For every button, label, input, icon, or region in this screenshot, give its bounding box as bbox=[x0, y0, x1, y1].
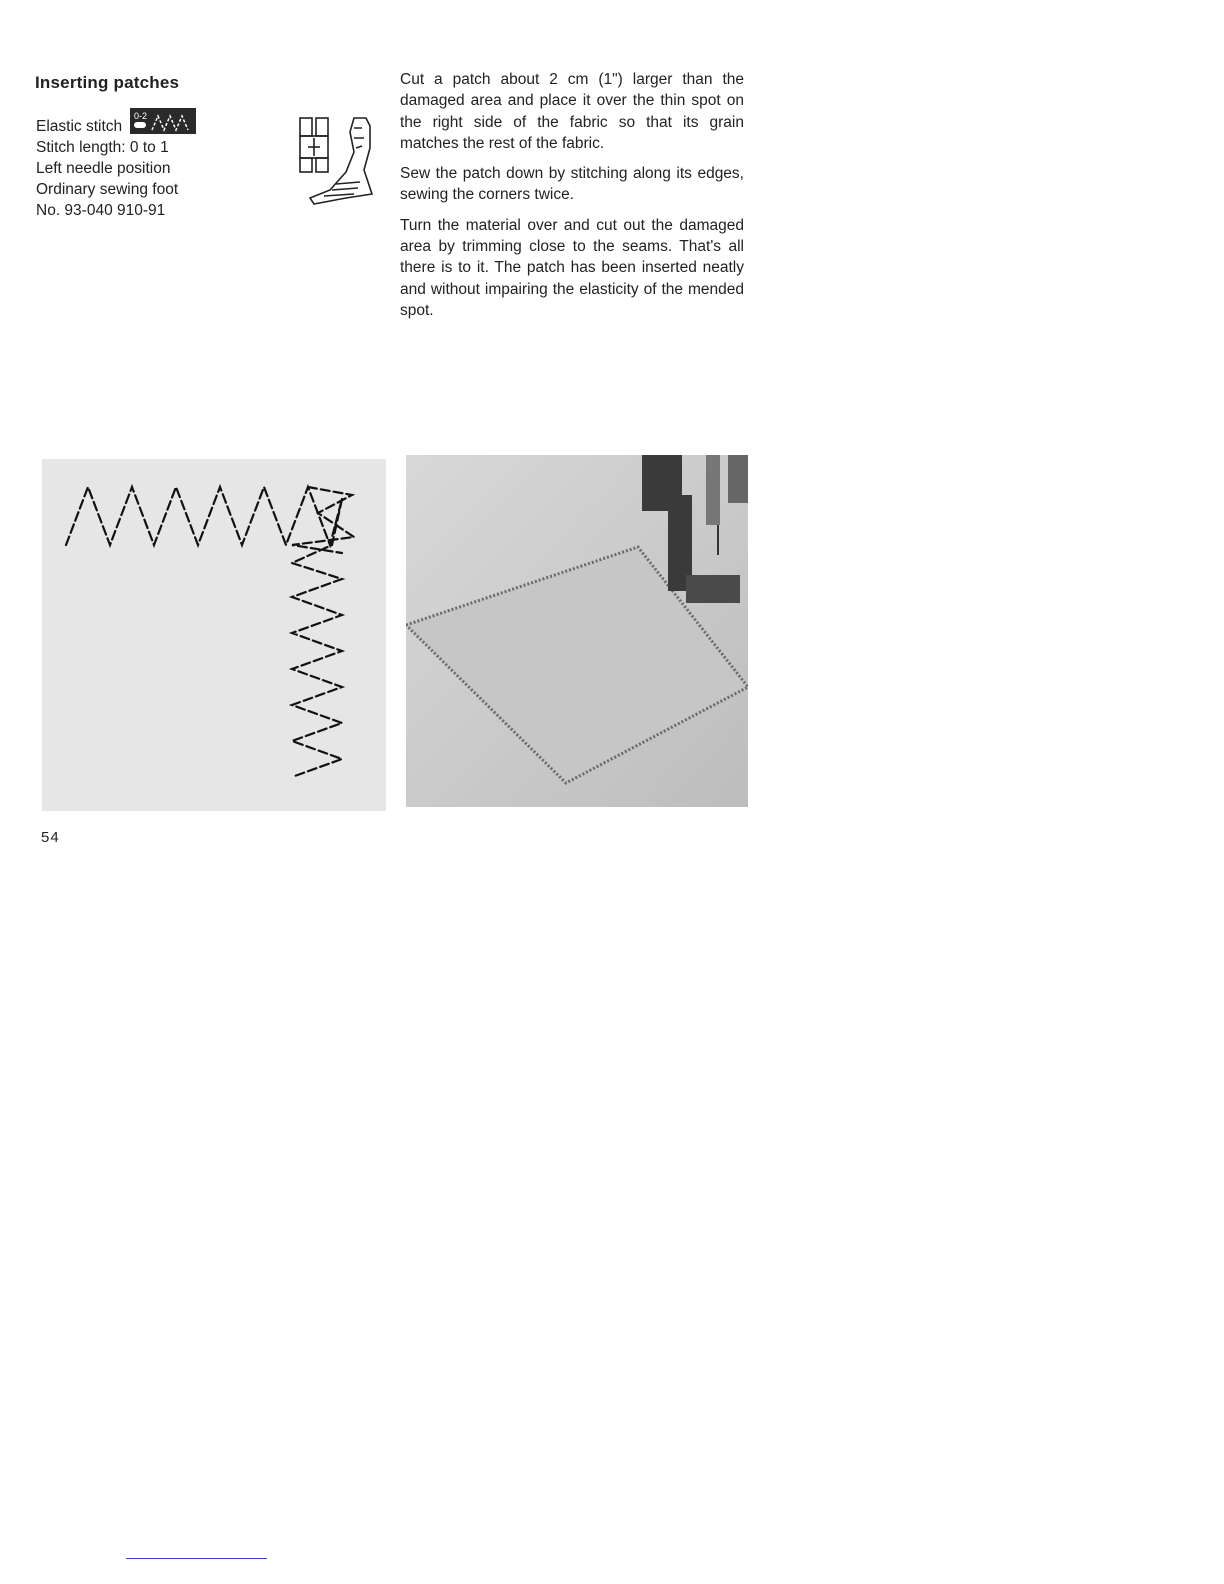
stitch-length: Stitch length: 0 to 1 bbox=[36, 139, 169, 156]
corner-stitch-illustration bbox=[42, 459, 386, 811]
part-number: No. 93-040 910-91 bbox=[36, 202, 166, 219]
elastic-stitch-row bbox=[36, 110, 196, 137]
section-heading: Inserting patches bbox=[35, 73, 180, 92]
page-number: 54 bbox=[41, 829, 60, 846]
patch-sewing-photo bbox=[406, 455, 748, 807]
instructions bbox=[400, 69, 744, 330]
paragraph: Sew the patch down by stitching along its edges, sewing the corners twice. bbox=[400, 165, 744, 204]
footer-rule bbox=[126, 1558, 267, 1559]
needle-position: Left needle position bbox=[36, 160, 171, 177]
machine-settings bbox=[36, 110, 196, 221]
stitch-badge-text: 0-2 bbox=[134, 110, 148, 121]
elastic-stitch-label: Elastic stitch bbox=[36, 118, 123, 135]
paragraph: Cut a patch about 2 cm (1") larger than the damaged area and place it over the thin spot on the right side of the fabric so that its grain matches the rest of the fabric. bbox=[400, 71, 744, 152]
elastic-stitch-icon bbox=[130, 108, 196, 134]
sewing-foot-icon bbox=[296, 112, 376, 212]
paragraph: Turn the material over and cut out the damaged area by trimming close to the seams. That's all there is to it. The patch has been inserted neatly and without impairing the elasticity of the mended spot. bbox=[400, 216, 744, 319]
sewing-foot: Ordinary sewing foot bbox=[36, 181, 179, 198]
stitch-diagram bbox=[42, 459, 386, 811]
